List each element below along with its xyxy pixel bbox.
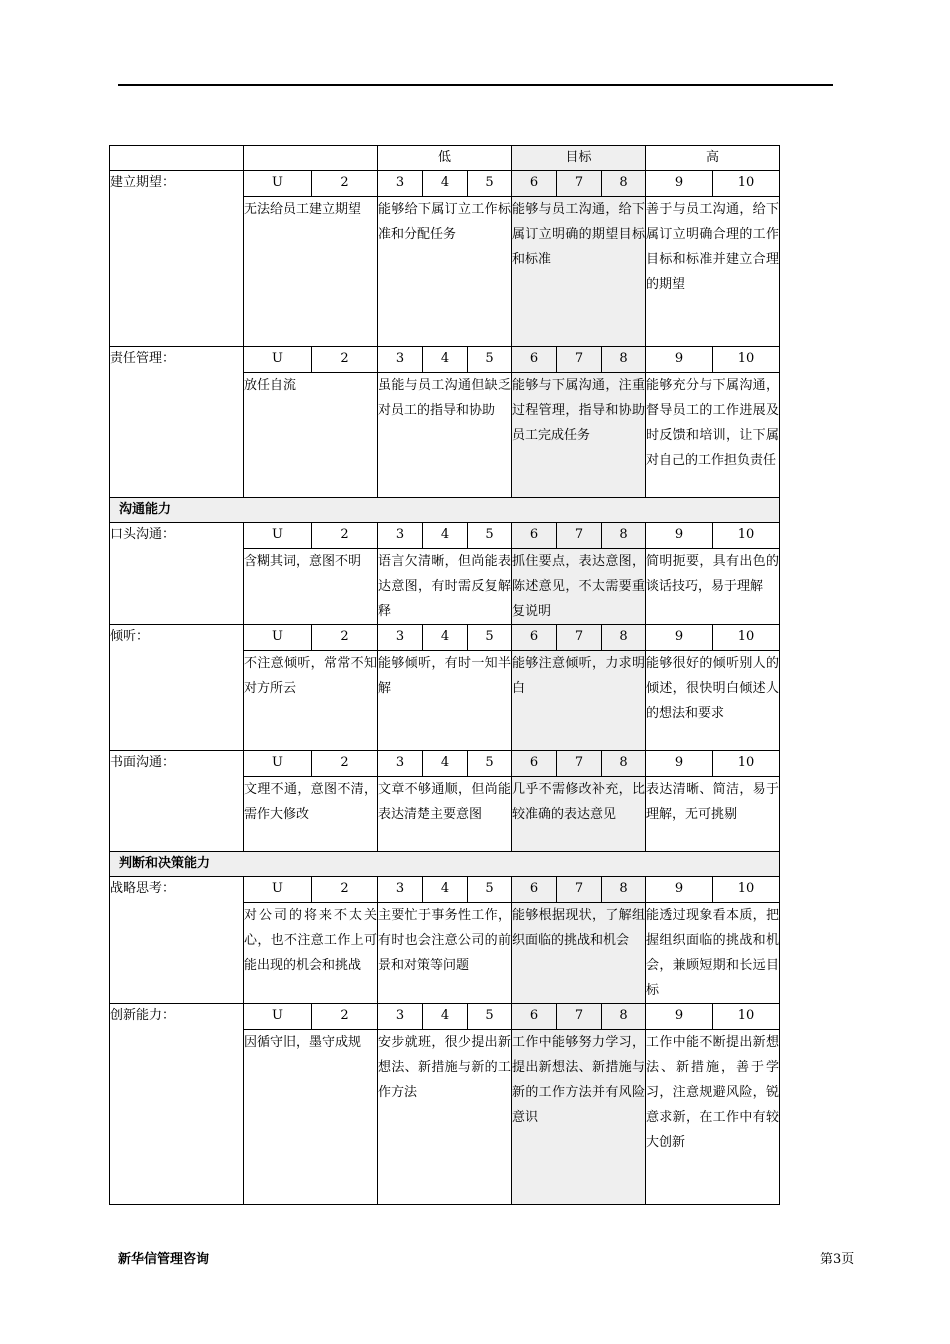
score-cell: 10 <box>713 347 780 373</box>
score-cell: 6 <box>512 1004 557 1030</box>
score-cell: 7 <box>557 877 602 903</box>
score-row <box>110 347 780 373</box>
desc-level-1: 因循守旧，墨守成规 <box>244 1030 378 1205</box>
score-cell: 2 <box>312 877 378 903</box>
desc-level-2: 主要忙于事务性工作，有时也会注意公司的前景和对策等问题 <box>378 903 512 1004</box>
criterion-label: 责任管理： <box>110 347 244 498</box>
desc-level-4: 善于与员工沟通，给下属订立明确合理的工作目标和标准并建立合理的期望 <box>646 197 780 347</box>
score-cell: 9 <box>646 877 713 903</box>
score-cell: 10 <box>713 171 780 197</box>
score-cell: U <box>244 751 312 777</box>
score-cell: 8 <box>602 523 646 549</box>
desc-level-4: 能够充分与下属沟通，督导员工的工作进展及时反馈和培训，让下属对自己的工作担负责任 <box>646 373 780 498</box>
criterion-label: 口头沟通： <box>110 523 244 625</box>
desc-level-4: 表达清晰、简洁，易于理解，无可挑剔 <box>646 777 780 852</box>
score-cell: 2 <box>312 751 378 777</box>
score-cell: 9 <box>646 523 713 549</box>
desc-level-1: 文理不通，意图不清，需作大修改 <box>244 777 378 852</box>
score-cell: 6 <box>512 523 557 549</box>
desc-level-1: 无法给员工建立期望 <box>244 197 378 347</box>
score-cell: 3 <box>378 523 423 549</box>
desc-level-2: 文章不够通顺，但尚能表达清楚主要意图 <box>378 777 512 852</box>
section-row <box>110 498 780 523</box>
score-cell: 8 <box>602 1004 646 1030</box>
score-cell: 7 <box>557 523 602 549</box>
desc-level-3: 抓住要点，表达意图，陈述意见，不太需要重复说明 <box>512 549 646 625</box>
score-cell: 10 <box>713 625 780 651</box>
score-cell: 4 <box>423 523 468 549</box>
score-cell: 7 <box>557 625 602 651</box>
score-cell: 3 <box>378 171 423 197</box>
score-row <box>110 171 780 197</box>
score-cell: 10 <box>713 1004 780 1030</box>
score-cell: 5 <box>468 1004 512 1030</box>
score-cell: 9 <box>646 347 713 373</box>
score-cell: 2 <box>312 1004 378 1030</box>
score-cell: 5 <box>468 347 512 373</box>
footer-company: 新华信管理咨询 <box>118 1252 210 1267</box>
score-cell: 7 <box>557 171 602 197</box>
score-cell: 6 <box>512 751 557 777</box>
scale-target: 目标 <box>512 146 646 171</box>
score-cell: 4 <box>423 625 468 651</box>
score-cell: 2 <box>312 171 378 197</box>
score-cell: U <box>244 877 312 903</box>
score-cell: 9 <box>646 751 713 777</box>
criterion-label: 创新能力： <box>110 1004 244 1205</box>
score-cell: 9 <box>646 1004 713 1030</box>
section-row <box>110 852 780 877</box>
score-cell: 5 <box>468 625 512 651</box>
score-cell: 7 <box>557 751 602 777</box>
score-row <box>110 877 780 903</box>
criterion-label: 书面沟通： <box>110 751 244 852</box>
desc-level-3: 能够注意倾听，力求明白 <box>512 651 646 751</box>
score-cell: 4 <box>423 877 468 903</box>
desc-level-3: 能够与员工沟通，给下属订立明确的期望目标和标准 <box>512 197 646 347</box>
desc-level-3: 能够根据现状，了解组织面临的挑战和机会 <box>512 903 646 1004</box>
score-cell: 7 <box>557 1004 602 1030</box>
score-cell: 9 <box>646 171 713 197</box>
desc-level-3: 工作中能够努力学习，提出新想法、新措施与新的工作方法并有风险意识 <box>512 1030 646 1205</box>
desc-level-1: 不注意倾听，常常不知对方所云 <box>244 651 378 751</box>
score-cell: 8 <box>602 751 646 777</box>
score-cell: 8 <box>602 347 646 373</box>
scale-low: 低 <box>378 146 512 171</box>
desc-level-4: 能够很好的倾听别人的倾述，很快明白倾述人的想法和要求 <box>646 651 780 751</box>
criterion-label: 倾听： <box>110 625 244 751</box>
score-cell: 2 <box>312 347 378 373</box>
score-row <box>110 625 780 651</box>
desc-level-2: 虽能与员工沟通但缺乏对员工的指导和协助 <box>378 373 512 498</box>
score-cell: U <box>244 347 312 373</box>
desc-level-1: 放任自流 <box>244 373 378 498</box>
desc-level-3: 能够与下属沟通，注重过程管理，指导和协助员工完成任务 <box>512 373 646 498</box>
score-cell: 8 <box>602 171 646 197</box>
score-cell: 3 <box>378 347 423 373</box>
footer-page-number: 第3页 <box>820 1252 855 1267</box>
desc-level-2: 能够倾听，有时一知半解 <box>378 651 512 751</box>
desc-level-1: 对公司的将来不太关心，也不注意工作上可能出现的机会和挑战 <box>244 903 378 1004</box>
desc-level-4: 简明扼要，具有出色的谈话技巧，易于理解 <box>646 549 780 625</box>
score-cell: 3 <box>378 751 423 777</box>
score-cell: 10 <box>713 751 780 777</box>
score-row <box>110 751 780 777</box>
desc-level-3: 几乎不需修改补充，比较准确的表达意见 <box>512 777 646 852</box>
score-cell: 2 <box>312 523 378 549</box>
desc-level-2: 语言欠清晰，但尚能表达意图，有时需反复解释 <box>378 549 512 625</box>
score-cell: 7 <box>557 347 602 373</box>
score-cell: U <box>244 171 312 197</box>
score-cell: 9 <box>646 625 713 651</box>
score-cell: U <box>244 523 312 549</box>
score-cell: 5 <box>468 523 512 549</box>
score-cell: 3 <box>378 877 423 903</box>
score-cell: 4 <box>423 171 468 197</box>
score-cell: 6 <box>512 171 557 197</box>
scale-high: 高 <box>646 146 780 171</box>
score-cell: 6 <box>512 877 557 903</box>
score-cell: 4 <box>423 347 468 373</box>
score-cell: 4 <box>423 1004 468 1030</box>
score-cell: U <box>244 625 312 651</box>
score-cell: 4 <box>423 751 468 777</box>
score-cell: 2 <box>312 625 378 651</box>
criterion-label: 战略思考： <box>110 877 244 1004</box>
score-cell: 3 <box>378 625 423 651</box>
header-rule <box>118 84 833 86</box>
score-row <box>110 523 780 549</box>
desc-level-4: 工作中能不断提出新想法、新措施，善于学习，注意规避风险，锐意求新，在工作中有较大创新 <box>646 1030 780 1205</box>
score-cell: 5 <box>468 751 512 777</box>
desc-level-4: 能透过现象看本质，把握组织面临的挑战和机会，兼顾短期和长远目标 <box>646 903 780 1004</box>
criterion-label: 建立期望： <box>110 171 244 347</box>
score-cell: 10 <box>713 877 780 903</box>
score-cell: 5 <box>468 171 512 197</box>
score-cell: 6 <box>512 347 557 373</box>
score-cell: 8 <box>602 625 646 651</box>
desc-level-1: 含糊其词，意图不明 <box>244 549 378 625</box>
score-cell: 3 <box>378 1004 423 1030</box>
desc-level-2: 能够给下属订立工作标准和分配任务 <box>378 197 512 347</box>
score-row <box>110 1004 780 1030</box>
scale-header-row <box>110 146 780 171</box>
evaluation-table <box>109 145 780 1205</box>
section-communication: 沟通能力 <box>110 498 780 523</box>
score-cell: 10 <box>713 523 780 549</box>
section-judgement: 判断和决策能力 <box>110 852 780 877</box>
score-cell: 6 <box>512 625 557 651</box>
score-cell: U <box>244 1004 312 1030</box>
score-cell: 5 <box>468 877 512 903</box>
score-cell: 8 <box>602 877 646 903</box>
desc-level-2: 安步就班，很少提出新想法、新措施与新的工作方法 <box>378 1030 512 1205</box>
